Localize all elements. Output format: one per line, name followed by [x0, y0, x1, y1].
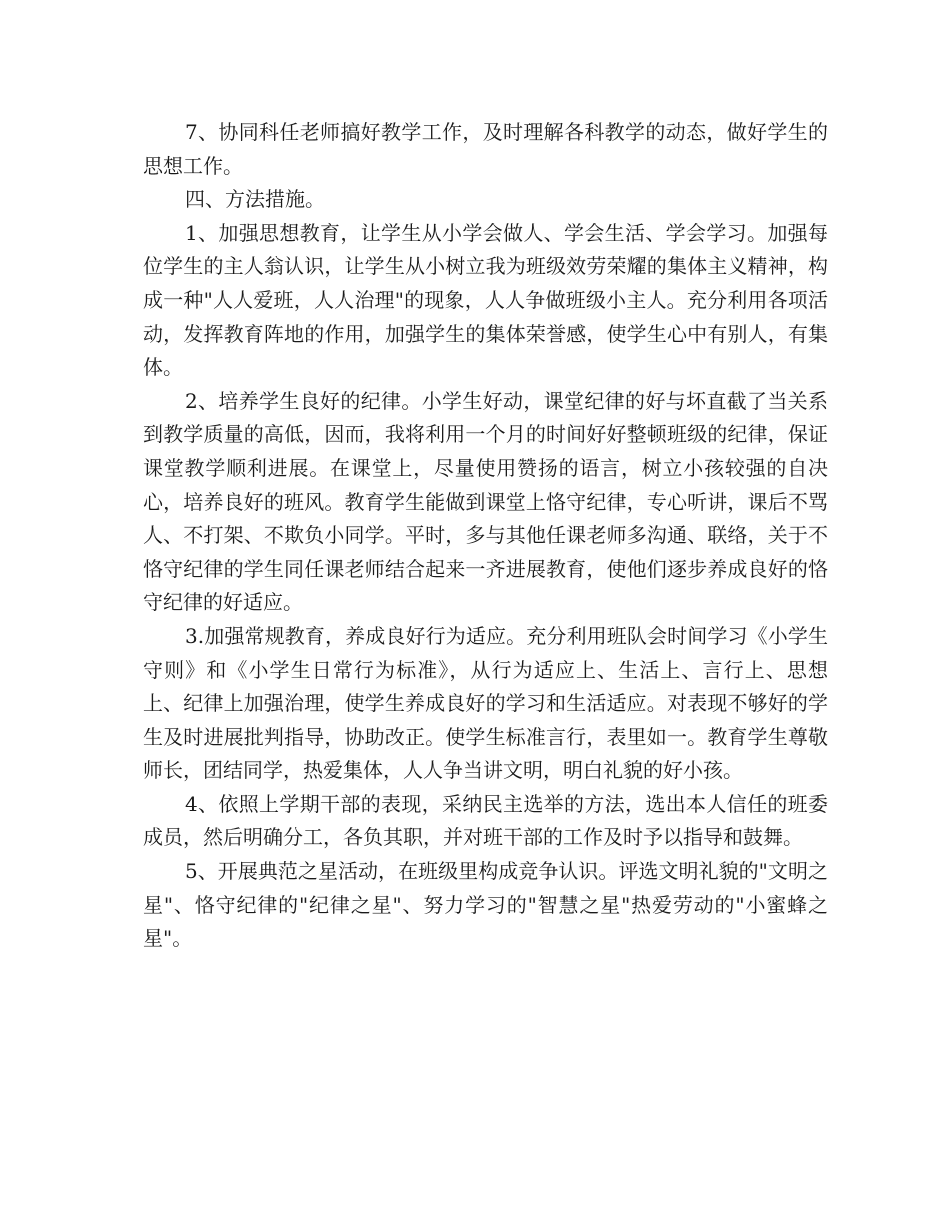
paragraph-discipline: 2、培养学生良好的纪律。小学生好动，课堂纪律的好与坏直截了当关系到教学质量的高低，因而，我将利用一个月的时间好好整顿班级的纪律，保证课堂教学顺利进展。在课堂上，尽量使用赞扬的语言，树立小孩较强的自决心，培养良好的班风。教育学生能做到课堂上恪守纪律，专心听讲，课后不骂人、不打架、不欺负小同学。平时，多与其他任课老师多沟通、联络，关于不恪守纪律的学生同任课老师结合起来一齐进展教育，使他们逐步养成良好的恪守纪律的好适应。	[143, 388, 828, 615]
section-heading-methods: 四、方法措施。	[185, 187, 325, 212]
paragraph-model-stars: 5、开展典范之星活动，在班级里构成竞争认识。评选文明礼貌的"文明之星"、恪守纪律的"纪律之星"、努力学习的"智慧之星"热爱劳动的"小蜜蜂之星"。	[143, 859, 828, 951]
paragraph-ideological-education: 1、加强思想教育，让学生从小学会做人、学会生活、学会学习。加强每位学生的主人翁认识，让学生从小树立我为班级效劳荣耀的集体主义精神，构成一种"人人爱班，人人治理"的现象，人人争做班级小主人。充分利用各项活动，发挥教育阵地的作用，加强学生的集体荣誉感，使学生心中有别人，有集体。	[143, 220, 828, 380]
paragraph-teaching-cooperation: 7、协同科任老师搞好教学工作，及时理解各科教学的动态，做好学生的思想工作。	[143, 120, 828, 178]
paragraph-class-cadres: 4、依照上学期干部的表现，采纳民主选举的方法，选出本人信任的班委成员，然后明确分工，各负其职，并对班干部的工作及时予以指导和鼓舞。	[143, 791, 828, 850]
document-page	[143, 116, 828, 956]
paragraph-routine-education: 3.加强常规教育，养成良好行为适应。充分利用班队会时间学习《小学生守则》和《小学生日常行为标准》，从行为适应上、生活上、言行上、思想上、纪律上加强治理，使学生养成良好的学习和生活适应。对表现不够好的学生及时进展批判指导，协助改正。使学生标准言行，表里如一。教育学生尊敬师长，团结同学，热爱集体，人人争当讲文明，明白礼貌的好小孩。	[143, 623, 828, 783]
